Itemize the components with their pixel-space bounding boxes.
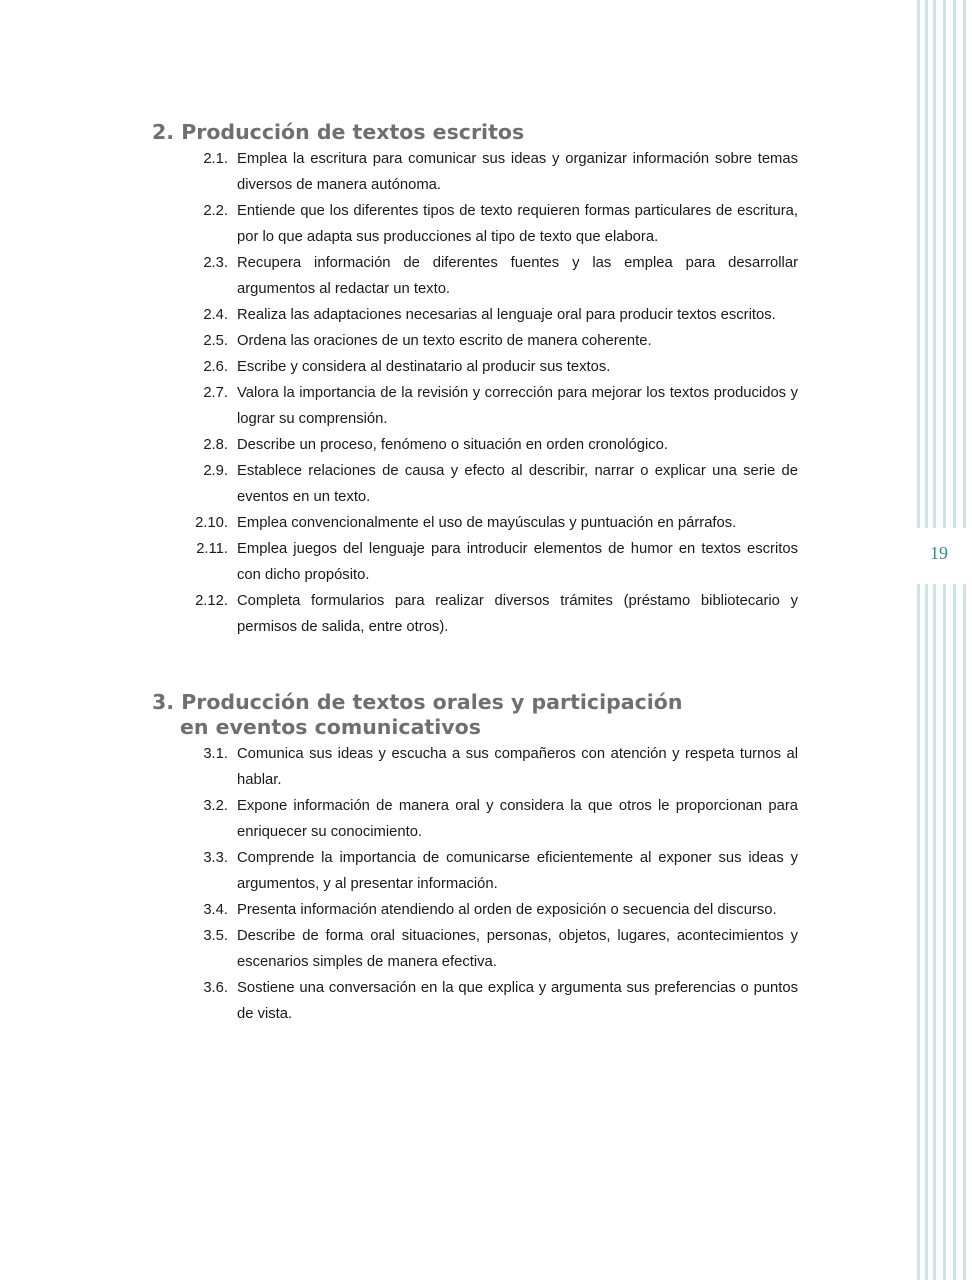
item-text: Escribe y considera al destinatario al producir sus textos. [237, 359, 611, 375]
list-item [150, 793, 798, 845]
stripe [943, 0, 946, 1280]
list-item [150, 536, 798, 588]
item-text: Sostiene una conversación en la que explica y argumenta sus preferencias o puntos de vista. [237, 980, 798, 1022]
section-title [152, 690, 798, 740]
item-text: Realiza las adaptaciones necesarias al lenguaje oral para producir textos escritos. [237, 307, 776, 323]
page-content [150, 120, 798, 1027]
item-text: Completa formularios para realizar diversos trámites (préstamo bibliotecario y permisos de salida, entre otros). [237, 593, 798, 635]
section-3 [150, 690, 798, 1027]
list-item [150, 146, 798, 198]
item-text: Emplea convencionalmente el uso de mayúsculas y puntuación en párrafos. [237, 515, 737, 531]
item-number: 2.2. [203, 203, 228, 219]
section-title-text: 2. Producción de textos escritos [152, 120, 525, 144]
item-text: Expone información de manera oral y considera la que otros le proporcionan para enriquecer su conocimiento. [237, 798, 798, 840]
item-number: 2.9. [203, 463, 228, 479]
list-item [150, 588, 798, 640]
list-item [150, 198, 798, 250]
item-number: 3.3. [203, 850, 228, 866]
item-number: 2.5. [203, 333, 228, 349]
list-item [150, 923, 798, 975]
list-item [150, 302, 798, 328]
section-2 [150, 120, 798, 640]
stripe [963, 0, 966, 1280]
list-item [150, 741, 798, 793]
item-number: 3.5. [203, 928, 228, 944]
item-number: 2.10. [195, 515, 228, 531]
item-number: 2.3. [203, 255, 228, 271]
list-item [150, 897, 798, 923]
item-list [150, 146, 798, 640]
section-title-text: 3. Producción de textos orales y participación [152, 690, 683, 714]
item-number: 2.8. [203, 437, 228, 453]
item-text: Describe de forma oral situaciones, personas, objetos, lugares, acontecimientos y escenarios simples de manera efectiva. [237, 928, 798, 970]
item-number: 2.7. [203, 385, 228, 401]
stripe [953, 0, 956, 1280]
item-number: 2.11. [196, 541, 228, 557]
item-text: Recupera información de diferentes fuentes y las emplea para desarrollar argumentos al redactar un texto. [237, 255, 798, 297]
item-text: Comunica sus ideas y escucha a sus compañeros con atención y respeta turnos al hablar. [237, 746, 798, 788]
list-item [150, 354, 798, 380]
list-item [150, 510, 798, 536]
list-item [150, 975, 798, 1027]
list-item [150, 328, 798, 354]
item-number: 3.2. [203, 798, 228, 814]
item-text: Comprende la importancia de comunicarse eficientemente al exponer sus ideas y argumentos, y al presentar información. [237, 850, 798, 892]
decorative-stripes [914, 0, 972, 1280]
item-number: 2.1. [203, 151, 228, 167]
list-item [150, 432, 798, 458]
stripe [917, 0, 920, 1280]
item-number: 3.1. [203, 746, 228, 762]
item-number: 3.6. [203, 980, 228, 996]
page-number: 19 [930, 543, 948, 563]
section-title [152, 120, 798, 145]
item-text: Valora la importancia de la revisión y corrección para mejorar los textos producidos y lograr su comprensión. [237, 385, 798, 427]
item-text: Emplea juegos del lenguaje para introducir elementos de humor en textos escritos con dicho propósito. [237, 541, 798, 583]
item-number: 2.12. [195, 593, 228, 609]
list-item [150, 380, 798, 432]
item-number: 3.4. [203, 902, 228, 918]
stripe [925, 0, 928, 1280]
list-item [150, 458, 798, 510]
item-number: 2.4. [203, 307, 228, 323]
item-text: Presenta información atendiendo al orden de exposición o secuencia del discurso. [237, 902, 777, 918]
list-item [150, 845, 798, 897]
item-text: Ordena las oraciones de un texto escrito de manera coherente. [237, 333, 652, 349]
item-number: 2.6. [203, 359, 228, 375]
item-text: Entiende que los diferentes tipos de texto requieren formas particulares de escritura, por lo que adapta sus producciones al tipo de texto que elabora. [237, 203, 798, 245]
item-list [150, 741, 798, 1027]
item-text: Establece relaciones de causa y efecto al describir, narrar o explicar una serie de eventos en un texto. [237, 463, 798, 505]
list-item [150, 250, 798, 302]
section-title-continuation: en eventos comunicativos [180, 715, 481, 739]
item-text: Emplea la escritura para comunicar sus ideas y organizar información sobre temas diversos de manera autónoma. [237, 151, 798, 193]
item-text: Describe un proceso, fenómeno o situación en orden cronológico. [237, 437, 669, 453]
stripe [933, 0, 936, 1280]
